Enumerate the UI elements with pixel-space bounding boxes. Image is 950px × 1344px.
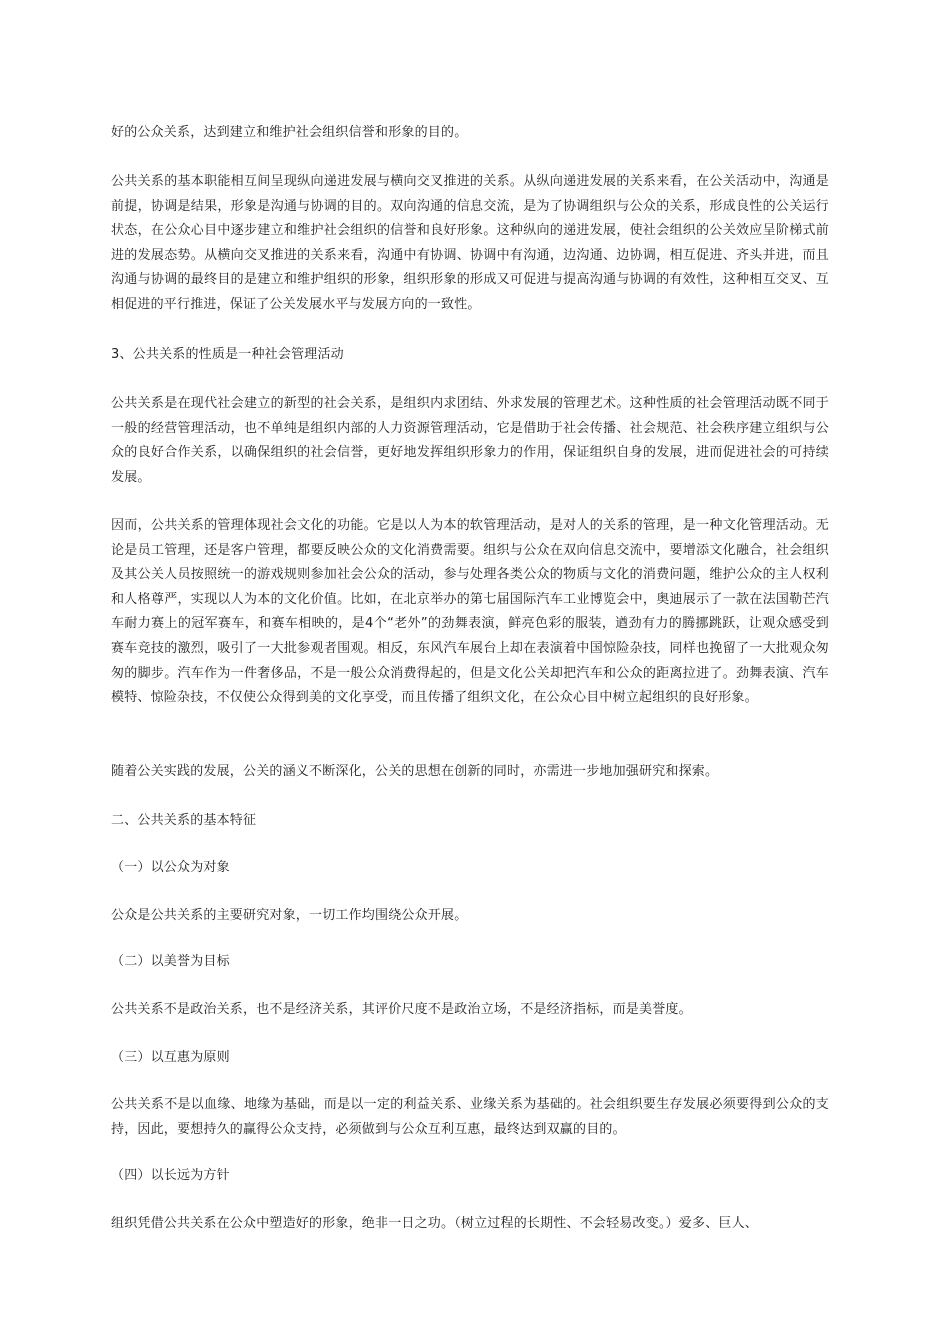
paragraph-public: 公众是公共关系的主要研究对象，一切工作均围绕公众开展。 [111, 908, 468, 923]
paragraph-nature: 公共关系是在现代社会建立的新型的社会关系，是组织内求团结、外求发展的管理艺术。这种性质的社会管理活动既不同于一般的经营管理活动，也不单纯是组织内部的人力资源管理活动，它是借助于社会传播、社会规范、社会秩序建立组织与公众的良好合作关系，以确保组织的社会信誉，更好地发挥组织形象力的作用，保证组织自身的发展，进而促进社会的可持续发展。 [111, 396, 829, 485]
subheading-reciprocity: （三）以互惠为原则 [111, 1050, 230, 1065]
subheading-reputation: （二）以美誉为目标 [111, 954, 230, 969]
paragraph-continuation: 好的公众关系，达到建立和维护社会组织信誉和形象的目的。 [111, 125, 468, 140]
paragraph-reciprocity: 公共关系不是以血缘、地缘为基础，而是以一定的利益关系、业缘关系为基础的。社会组织要生存发展必须要得到公众的支持，因此，要想持久的赢得公众支持，必须做到与公众互利互惠，最终达到双赢的目的。 [111, 1097, 829, 1137]
paragraph-reputation: 公共关系不是政治关系，也不是经济关系，其评价尺度不是政治立场，不是经济指标，而是美誉度。 [111, 1002, 692, 1017]
subheading-public: （一）以公众为对象 [111, 860, 230, 875]
section-heading-features: 二、公共关系的基本特征 [111, 813, 257, 828]
section-heading-nature: 3、公共关系的性质是一种社会管理活动 [111, 347, 344, 362]
subheading-long-term: （四）以长远为方针 [111, 1168, 230, 1183]
paragraph-culture: 因而，公共关系的管理体现社会文化的功能。它是以人为本的软管理活动，是对人的关系的管理，是一种文化管理活动。无论是员工管理，还是客户管理，都要反映公众的文化消费需要。组织与公众在双向信息交流中，要增添文化融合，社会组织及其公关人员按照统一的游戏规则参加社会公众的活动，参与处理各类公众的物质与文化的消费问题，维护公众的主人权利和人格尊严，实现以人为本的文化价值。比如，在北京举办的第七届国际汽车工业博览会中，奥迪展示了一款在法国勒芒汽车耐力赛上的冠军赛车，和赛车相映的，是4个“老外”的劲舞表演，鲜亮色彩的服装，遒劲有力的腾挪跳跃，让观众感受到赛车竞技的激烈，吸引了一大批参观者围观。相反，东风汽车展台上却在表演着中国惊险杂技，同样也挽留了一大批观众匆匆的脚步。汽车作为一件奢侈品，不是一般公众消费得起的，但是文化公关却把汽车和公众的距离拉进了。劲舞表演、汽车模特、惊险杂技，不仅使公众得到美的文化享受，而且传播了组织文化，在公众心目中树立起组织的良好形象。 [111, 518, 829, 706]
paragraph-development: 随着公关实践的发展，公关的涵义不断深化，公关的思想在创新的同时，亦需进一步地加强研究和探索。 [111, 764, 719, 779]
paragraph-functions-relationship: 公共关系的基本职能相互间呈现纵向递进发展与横向交叉推进的关系。从纵向递进发展的关系来看，在公关活动中，沟通是前提，协调是结果，形象是沟通与协调的目的。双向沟通的信息交流，是为了协调组织与公众的关系，形成良性的公关运行状态，在公众心目中逐步建立和维护社会组织的信誉和良好形象。这种纵向的递进发展，使社会组织的公关效应呈阶梯式前进的发展态势。从横向交叉推进的关系来看，沟通中有协调、协调中有沟通，边沟通、边协调，相互促进、齐头并进，而且沟通与协调的最终目的是建立和维护组织的形象，组织形象的形成又可促进与提高沟通与协调的有效性，这种相互交叉、互相促进的平行推进，保证了公关发展水平与发展方向的一致性。 [111, 174, 829, 312]
paragraph-long-term: 组织凭借公共关系在公众中塑造好的形象，绝非一日之功。（树立过程的长期性、不会轻易改变。）爱多、巨人、 [111, 1216, 759, 1231]
